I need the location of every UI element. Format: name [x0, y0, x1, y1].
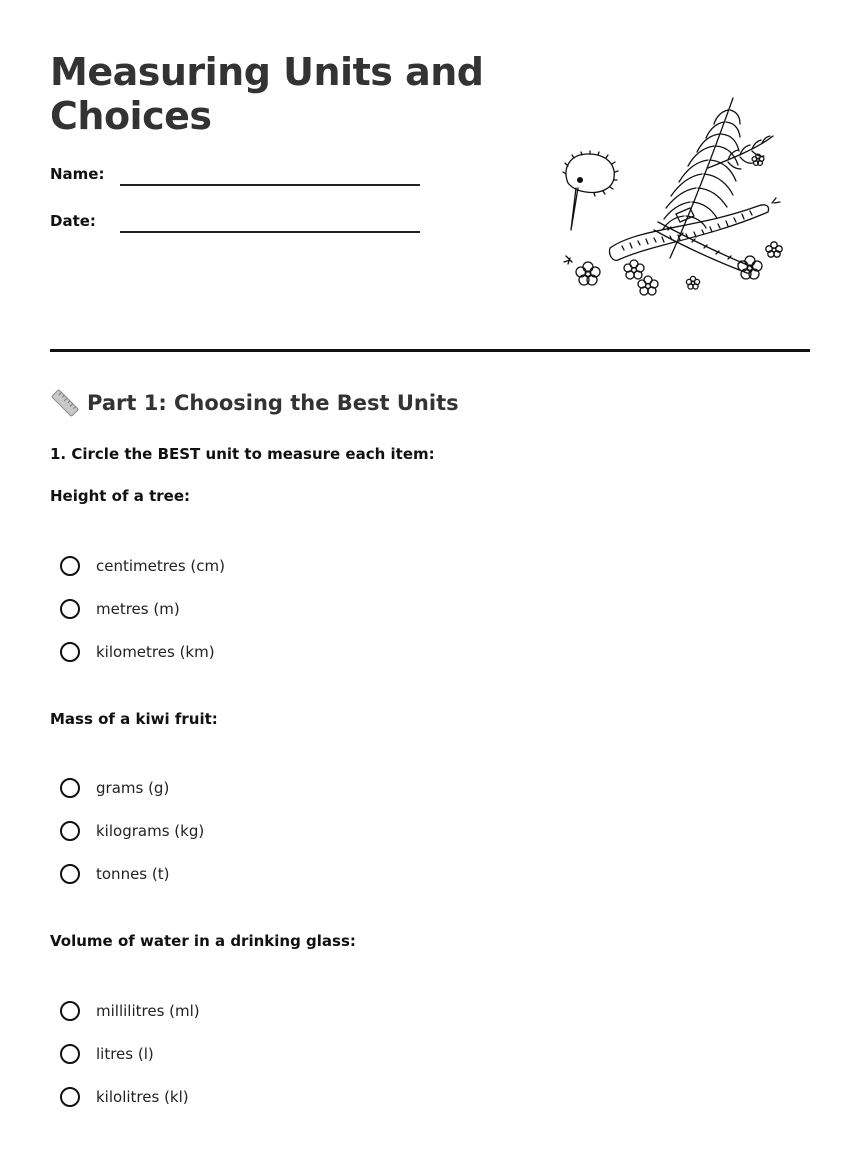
option-kilometres[interactable] [60, 639, 215, 665]
option-tonnes[interactable] [60, 861, 169, 887]
option-label: millilitres (ml) [96, 1002, 200, 1020]
worksheet-page [50, 0, 810, 1161]
part1-heading [50, 386, 459, 420]
radio-circle-icon[interactable] [60, 778, 80, 798]
part1-title: Part 1: Choosing the Best Units [87, 391, 459, 415]
option-label: litres (l) [96, 1045, 154, 1063]
option-label: grams (g) [96, 779, 170, 797]
option-litres[interactable] [60, 1041, 154, 1067]
question-kiwi-mass [50, 709, 650, 729]
option-grams[interactable] [60, 775, 169, 801]
question-tree-height [50, 486, 650, 506]
question-label: Volume of water in a drinking glass: [50, 932, 356, 950]
radio-circle-icon[interactable] [60, 599, 80, 619]
date-input-line[interactable] [120, 231, 420, 233]
question-glass-volume [50, 931, 650, 951]
option-label: kilolitres (kl) [96, 1088, 189, 1106]
date-field [50, 211, 430, 235]
option-label: centimetres (cm) [96, 557, 225, 575]
option-kilograms[interactable] [60, 818, 204, 844]
fern-icon [663, 98, 773, 258]
name-input-line[interactable] [120, 184, 420, 186]
name-field [50, 164, 430, 188]
option-label: metres (m) [96, 600, 180, 618]
radio-circle-icon[interactable] [60, 1087, 80, 1107]
flower-icons [564, 154, 782, 295]
radio-circle-icon[interactable] [60, 642, 80, 662]
ruler-icon [50, 388, 80, 418]
option-label: tonnes (t) [96, 865, 170, 883]
option-label: kilometres (km) [96, 643, 215, 661]
radio-circle-icon[interactable] [60, 1001, 80, 1021]
kiwi-fern-illustration [558, 88, 798, 308]
option-metres[interactable] [60, 596, 180, 622]
date-label: Date: [50, 212, 96, 230]
radio-circle-icon[interactable] [60, 1044, 80, 1064]
question-label: Mass of a kiwi fruit: [50, 710, 218, 728]
option-centimetres[interactable] [60, 553, 225, 579]
question-label: Height of a tree: [50, 487, 190, 505]
section-divider [50, 349, 810, 352]
option-kilolitres[interactable] [60, 1084, 189, 1110]
option-label: kilograms (kg) [96, 822, 205, 840]
question-instruction: 1. Circle the BEST unit to measure each item: [50, 445, 435, 463]
radio-circle-icon[interactable] [60, 821, 80, 841]
worksheet-title: Measuring Units and Choices [50, 50, 484, 138]
option-millilitres[interactable] [60, 998, 200, 1024]
kiwi-bird-icon [563, 151, 618, 230]
radio-circle-icon[interactable] [60, 556, 80, 576]
radio-circle-icon[interactable] [60, 864, 80, 884]
name-label: Name: [50, 165, 105, 183]
